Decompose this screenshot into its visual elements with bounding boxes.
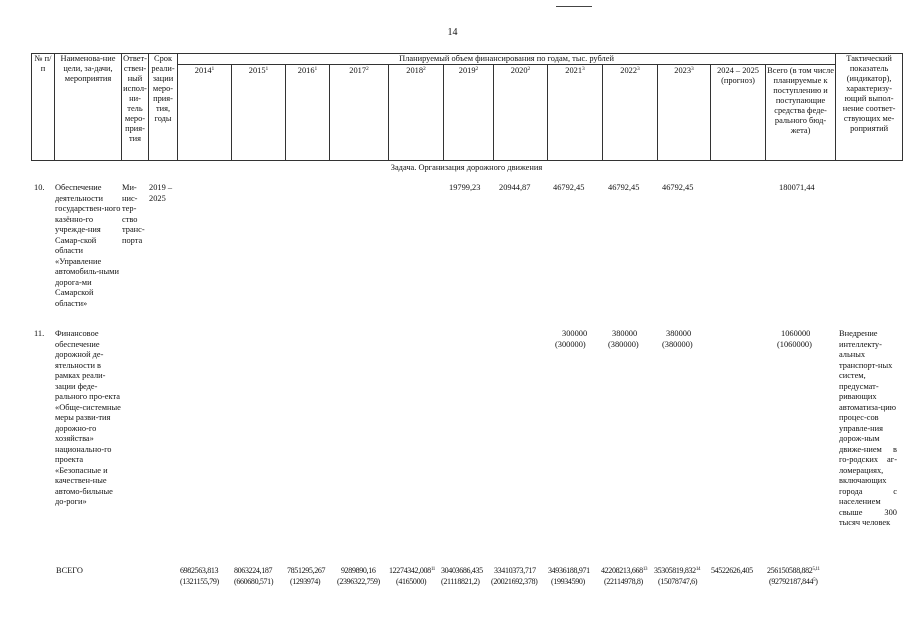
total-value-2023-federal: (15078747,6)	[658, 577, 698, 586]
total-value-all-federal: (92792187,844$^5$)	[769, 577, 818, 586]
header-year: 2016$^1$	[286, 65, 330, 161]
budget-table-header	[31, 53, 903, 161]
header-planned-financing: Планируемый объем финансирования по годам, тыс. рублей	[178, 54, 836, 65]
row-10-value-2019: 19799,23	[449, 183, 481, 192]
total-label: ВСЕГО	[56, 566, 83, 575]
total-value-2020-federal: (20021692,378)	[491, 577, 538, 586]
header-name: Наименова-ние цели, за-дачи, мероприятия	[55, 54, 122, 161]
row-11-value-2022-federal: (380000)	[608, 340, 639, 349]
total-value-2022-federal: (22114978,8)	[604, 577, 643, 586]
total-value-forecast: 54522626,405	[711, 566, 753, 575]
header-forecast: 2024 – 2025 (прогноз)	[711, 65, 766, 161]
total-value-2019-federal: (21118821,2)	[441, 577, 480, 586]
row-11-total: 1060000	[781, 329, 811, 338]
row-11-value-2021-federal: (300000)	[555, 340, 586, 349]
row-11-value-2021: 300000	[562, 329, 588, 338]
header-year: 2015$^1$	[232, 65, 286, 161]
row-11-value-2023: 380000	[666, 329, 692, 338]
row-10-value-2022: 46792,45	[608, 183, 640, 192]
total-value-2020: 33410373,717	[494, 566, 536, 575]
row-10-value-2023: 46792,45	[662, 183, 694, 192]
row-11-total-federal: (1060000)	[777, 340, 812, 349]
row-10-responsible: Ми-нис-тер-ство транс-порта	[122, 183, 145, 245]
row-10-name: Обеспечение деятельности государствен-ного казённо-го учрежде-ния Самар-ской области «Управление автомобиль-ными дорога-ми Самарской области»	[55, 183, 121, 308]
header-year: 2018$^2$	[389, 65, 444, 161]
header-year: 2019$^2$	[444, 65, 494, 161]
header-year: 2017$^2$	[330, 65, 389, 161]
total-value-2014: 6982563,813	[180, 566, 219, 575]
row-10-term: 2019 – 2025	[149, 183, 173, 203]
row-11-value-2022: 380000	[612, 329, 638, 338]
row-10-num: 10.	[34, 183, 45, 192]
header-term: Срок реали-зации меро-прия-тия, годы	[149, 54, 178, 161]
header-year: 2022$^3$	[603, 65, 658, 161]
total-value-2016: 7851295,267	[287, 566, 326, 575]
header-num: № п/п	[32, 54, 55, 161]
row-11-num: 11.	[34, 329, 45, 338]
total-value-2016-federal: (1293974)	[290, 577, 321, 586]
total-value-2021-federal: (19934590)	[551, 577, 585, 586]
header-responsible: Ответ-ствен-ный испол-ни-тель меро-прия-тия	[122, 54, 149, 161]
row-10-value-2021: 46792,45	[553, 183, 585, 192]
page-number: 14	[447, 27, 458, 38]
total-value-2018: 12274342,008$^{11}$	[389, 566, 435, 575]
total-value-2015: 8063224,187	[234, 566, 273, 575]
header-total: Всего (в том числе планируемые к поступлению и поступающие средства феде-рального бюд-жета)	[766, 65, 836, 161]
total-value-2022: 42208213,668$^{13}$	[601, 566, 648, 575]
header-indicator: Тактический показатель (индикатор), характеризу-ющий выпол-нение соответ-ствующих ме-роприятий	[836, 54, 903, 161]
header-year: 2021$^3$	[548, 65, 603, 161]
row-11-indicator: Внедрение интеллекту-альных транспорт-ных систем, предусмат-ривающих автоматиза-цию процес-сов управле-ния дорож-ным движе-нием в го-родских аг-ломерациях, включающих города с населением свыше 300 тысяч человек	[839, 329, 897, 527]
header-year: 2023$^3$	[658, 65, 711, 161]
row-10-total: 180071,44	[779, 183, 815, 192]
section-title: Задача. Организация дорожного движения	[390, 163, 543, 172]
total-value-2019: 30403686,435	[441, 566, 483, 575]
total-value-2017: 9289890,16	[341, 566, 376, 575]
total-value-2015-federal: (660680,571)	[234, 577, 274, 586]
total-value-2017-federal: (2396322,759)	[337, 577, 380, 586]
row-11-name: Финансовое обеспечение дорожной де-ятельности в рамках реали-зации феде-рального про-екта «Обще-системные меры разви-тия дорожно-го хозяйства» национально-го проекта «Безопасные и качествен-ные автомо-бильные до-роги»	[55, 329, 121, 506]
total-value-2014-federal: (1321155,79)	[180, 577, 219, 586]
header-year: 2014$^1$	[178, 65, 232, 161]
row-11-value-2023-federal: (380000)	[662, 340, 693, 349]
row-10-value-2020: 20944,87	[499, 183, 531, 192]
top-rule	[556, 6, 592, 7]
total-value-all: 256150588,882$^{5,11}$	[767, 566, 820, 575]
total-value-2021: 34936188,971	[548, 566, 590, 575]
header-year: 2020$^2$	[494, 65, 548, 161]
total-value-2023: 35305819,832$^{14}$	[654, 566, 701, 575]
total-value-2018-federal: (4165000)	[396, 577, 427, 586]
